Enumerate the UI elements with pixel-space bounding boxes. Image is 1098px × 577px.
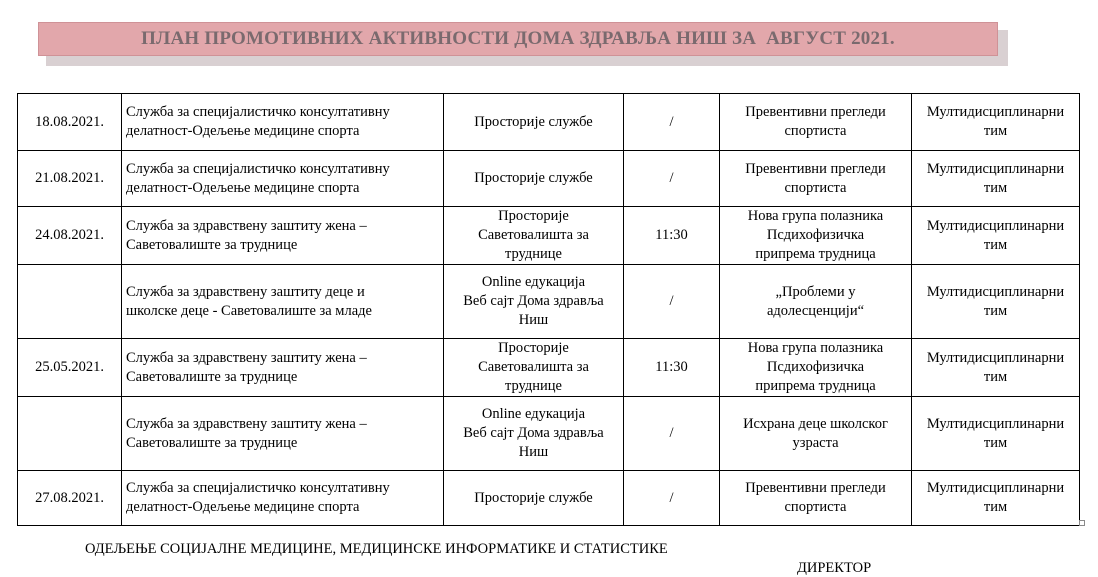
date-cell: 25.05.2021.	[18, 339, 122, 397]
time-cell: /	[624, 471, 720, 526]
service-cell: Служба за специјалистичко консултативну делатност-Одељење медицине спорта	[122, 151, 444, 207]
topic-cell: Превентивни прегледи спортиста	[720, 471, 912, 526]
time-cell: 11:30	[624, 339, 720, 397]
team-cell: Мултидисциплинарни тим	[912, 207, 1080, 265]
title-banner	[38, 22, 998, 56]
date-cell: 24.08.2021.	[18, 207, 122, 265]
location-cell: Просторије службе	[444, 94, 624, 151]
location-cell: Просторије Саветовалишта за труднице	[444, 339, 624, 397]
location-cell: Просторије службе	[444, 151, 624, 207]
table-row	[18, 339, 1080, 397]
team-cell: Мултидисциплинарни тим	[912, 397, 1080, 471]
director-signature: ДИРЕКТОР	[797, 560, 872, 576]
team-cell: Мултидисциплинарни тим	[912, 151, 1080, 207]
topic-cell: Нова група полазника Псдихофизичка припрема трудница	[720, 339, 912, 397]
time-cell: /	[624, 265, 720, 339]
service-cell: Служба за специјалистичко консултативну делатност-Одељење медицине спорта	[122, 471, 444, 526]
team-cell: Мултидисциплинарни тим	[912, 471, 1080, 526]
location-cell: Online едукација Веб сајт Дома здравља Ниш	[444, 265, 624, 339]
time-cell: /	[624, 151, 720, 207]
topic-cell: Исхрана деце школског узраста	[720, 397, 912, 471]
service-cell: Служба за здравствену заштиту жена – Саветовалиште за труднице	[122, 207, 444, 265]
table-row	[18, 151, 1080, 207]
page-title: ПЛАН ПРОМОТИВНИХ АКТИВНОСТИ ДОМА ЗДРАВЉА НИШ ЗА АВГУСТ 2021.	[141, 28, 895, 49]
location-cell: Online едукација Веб сајт Дома здравља Ниш	[444, 397, 624, 471]
service-cell: Служба за здравствену заштиту жена – Саветовалиште за труднице	[122, 339, 444, 397]
date-cell: 21.08.2021.	[18, 151, 122, 207]
table-row	[18, 397, 1080, 471]
table-row	[18, 471, 1080, 526]
service-cell: Служба за специјалистичко консултативну делатност-Одељење медицине спорта	[122, 94, 444, 151]
time-cell: /	[624, 397, 720, 471]
date-cell	[18, 397, 122, 471]
time-cell: 11:30	[624, 207, 720, 265]
table-row	[18, 265, 1080, 339]
date-cell: 27.08.2021.	[18, 471, 122, 526]
topic-cell: Превентивни прегледи спортиста	[720, 151, 912, 207]
topic-cell: Превентивни прегледи спортиста	[720, 94, 912, 151]
service-cell: Служба за здравствену заштиту деце и школске деце - Саветовалиште за младе	[122, 265, 444, 339]
time-cell: /	[624, 94, 720, 151]
topic-cell: Нова група полазника Псдихофизичка припрема трудница	[720, 207, 912, 265]
team-cell: Мултидисциплинарни тим	[912, 94, 1080, 151]
team-cell: Мултидисциплинарни тим	[912, 265, 1080, 339]
department-signature: ОДЕЉЕЊЕ СОЦИЈАЛНЕ МЕДИЦИНЕ, МЕДИЦИНСКЕ ИНФОРМАТИКЕ И СТАТИСТИКЕ	[85, 541, 668, 557]
date-cell	[18, 265, 122, 339]
team-cell: Мултидисциплинарни тим	[912, 339, 1080, 397]
service-cell: Служба за здравствену заштиту жена – Саветовалиште за труднице	[122, 397, 444, 471]
location-cell: Просторије службе	[444, 471, 624, 526]
location-cell: Просторије Саветовалишта за труднице	[444, 207, 624, 265]
table-resize-handle[interactable]	[1079, 520, 1085, 526]
date-cell: 18.08.2021.	[18, 94, 122, 151]
table-row	[18, 94, 1080, 151]
activity-plan-table[interactable]	[17, 93, 1080, 526]
table-row	[18, 207, 1080, 265]
topic-cell: „Проблеми у адолесценцији“	[720, 265, 912, 339]
